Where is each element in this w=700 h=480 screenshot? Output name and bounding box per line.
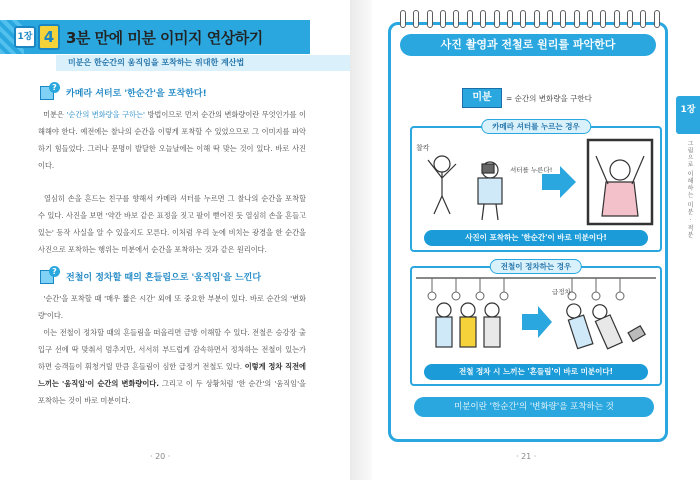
heading-train xyxy=(38,266,261,286)
highlight-phrase: '순간의 변화량을 구하는' xyxy=(66,110,145,119)
train-illustration xyxy=(412,274,660,366)
camera-panel-label: 카메라 셔터를 누르는 경우 xyxy=(481,119,591,134)
waving-person-icon xyxy=(428,156,456,214)
spiral-rings xyxy=(400,10,660,30)
summary-bar: 미분이란 '한순간'의 '변화량'을 포착하는 것 xyxy=(414,397,654,417)
shutter-sound: 찰칵 xyxy=(416,144,430,152)
section-title: 3분 만에 미분 이미지 연상하기 xyxy=(66,29,263,47)
differential-definition-text: = 순간의 변화량을 구한다 xyxy=(506,93,592,103)
book-spine xyxy=(350,0,372,480)
sudden-stop-note: 급정차 xyxy=(552,288,571,296)
differential-definition xyxy=(462,88,592,108)
paragraph-1: 미분은 '순간의 변화량을 구하는' 방법이므로 먼저 순간의 변화량이란 무엇인가를 이해해야 한다. 예전에는 찰나의 순간을 이렇게 포착할 수 있었으므로 그 이미지를 파악하기 힘들었다. 그러나 문명이 발달한 오늘날에는 이해 딱 맞는 것이 있다. 바로 사진이다. xyxy=(38,110,306,170)
train-panel-label: 전철이 정차하는 경우 xyxy=(490,259,582,274)
page-number-right: · 21 · xyxy=(516,452,537,461)
differential-label: 미분 xyxy=(462,88,502,108)
train-panel-caption: 전철 정차 시 느끼는 '흔들림'이 바로 미분이다! xyxy=(424,364,648,380)
chapter-side-tab[interactable]: 1장 xyxy=(676,96,700,134)
section-subtitle: 미분은 한순간의 움직임을 포착하는 위대한 계산법 xyxy=(68,58,245,67)
train-panel xyxy=(410,262,662,386)
notebook-banner: 사진 촬영과 전철로 원리를 파악한다 xyxy=(400,34,656,56)
shutter-speech: 셔터를 누른다! xyxy=(510,166,553,174)
photo-frame-icon xyxy=(588,140,652,224)
hand-strap-icon xyxy=(428,278,624,300)
section-number: 4 xyxy=(38,24,60,50)
page-number-left: · 20 · xyxy=(150,452,171,461)
camera-panel-caption: 사진이 포착하는 '한순간'이 바로 미분이다! xyxy=(424,230,648,246)
paragraph-3: '순간'을 포착할 때 '매우 짧은 시간' 외에 또 중요한 부분이 있다. 바로 순간의 '변화량'이다. xyxy=(38,294,306,320)
heading-camera xyxy=(38,82,207,102)
heading-train-text: 전철이 정차할 때의 흔들림으로 '움직임'을 느낀다 xyxy=(66,272,262,283)
question-cube-icon: ? xyxy=(38,82,60,102)
arrow-right-icon xyxy=(522,306,552,338)
camera-illustration xyxy=(412,134,660,230)
chapter-badge: 1장 xyxy=(14,26,36,48)
chapter-side-text: 그림으로 이해하는 미분 · 적분 xyxy=(686,140,693,239)
camera-panel xyxy=(410,122,662,252)
heading-camera-text: 카메라 셔터로 '한순간'을 포착한다! xyxy=(66,88,207,99)
paragraph-4: 이는 전철이 정차할 때의 흔들림을 떠올리면 금방 이해할 수 있다. 전철은 승강장 출입구 선에 딱 맞춰서 멈추지만, 서서히 부드럽게 감속하면서 정차하는 전철이 있는가 하면 승객들이 휘청거릴 만큼 흔들림이 심한 급정거 전철도 있다. 이렇게 정차 직전에 느끼는 '움직임'이 순간의 변화량이다. 그리고 이 두 상황처럼 '한 순간'의 '움직임'을 포착하는 것이 바로 미분이다. xyxy=(38,328,306,405)
question-cube-icon: ? xyxy=(38,266,60,286)
photographer-icon xyxy=(478,162,502,220)
swaying-passengers-icon xyxy=(564,302,645,349)
paragraph-2: 열심히 손을 흔드는 친구를 향해서 카메라 셔터를 누르면 그 찰나의 순간을 포착할 수 있다. 사진을 보면 '약간 바보 같은 표정을 짓고 팔이 뻗어진 듯 열심히 손을 흔들고 있는' 동작 사실을 알 수 있을지도 모른다. 이처럼 우리 눈에 비치는 광경을 한 순간을 사진으로 포착하는 행위는 미분에서 순간을 포착하는 것과 같은 원리이다. xyxy=(38,194,306,254)
steady-passengers-icon xyxy=(436,303,500,347)
bold-sentence: 이렇게 정차 직전에 느끼는 '움직임'이 순간의 변화량이다. xyxy=(38,362,306,388)
